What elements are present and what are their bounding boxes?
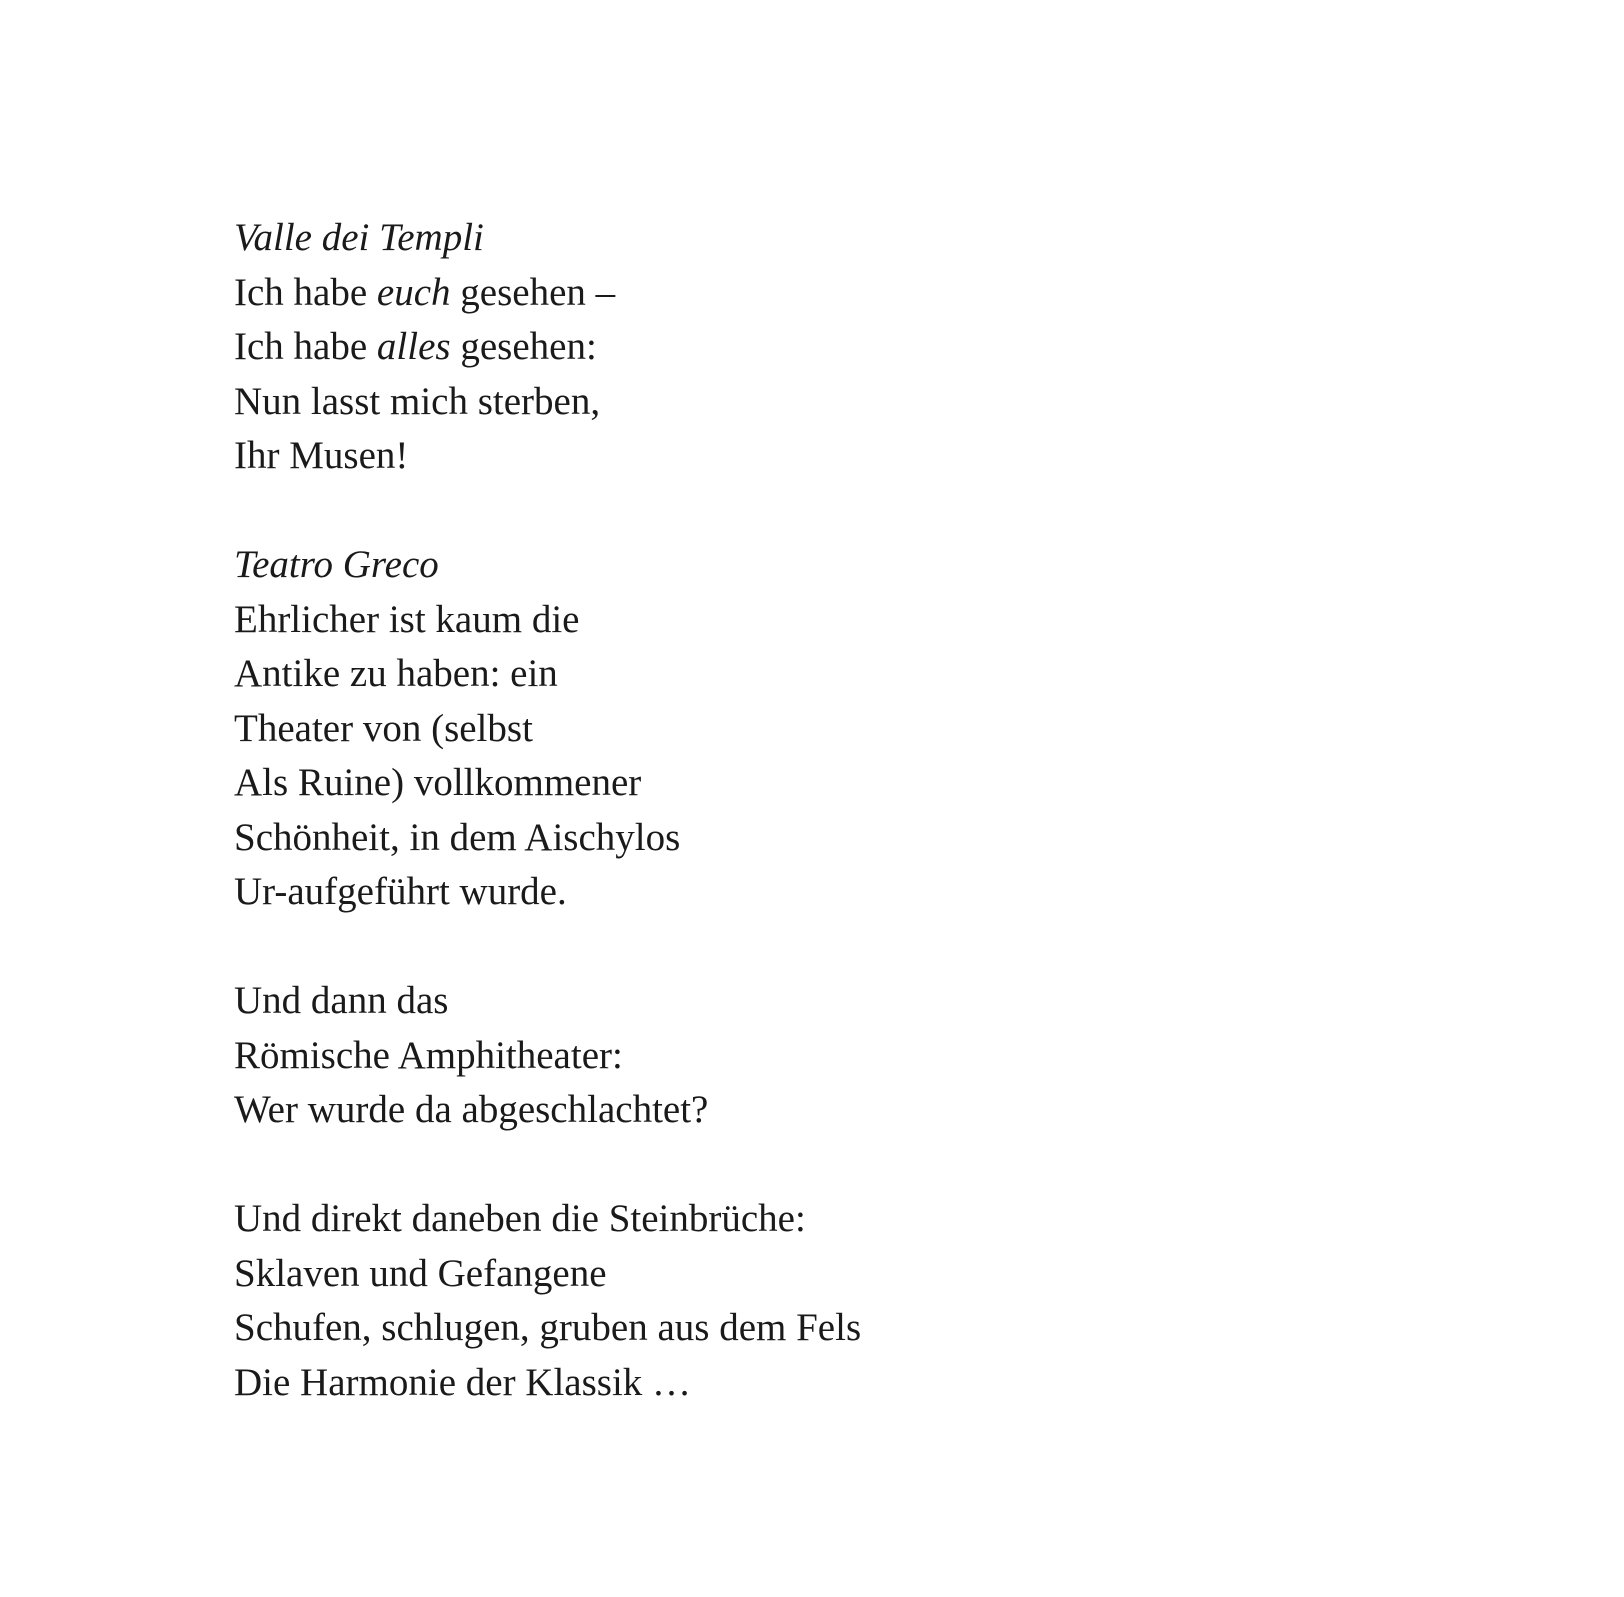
poem-line: Schufen, schlugen, gruben aus dem Fels: [234, 1306, 862, 1349]
poem-text: [234, 211, 861, 1410]
emphasis: euch: [376, 270, 451, 314]
stanza-gap: [234, 484, 861, 539]
poem-line: Ehrlicher ist kaum die: [234, 597, 580, 641]
poem-line: Antike zu haben: ein: [234, 652, 558, 695]
poem-line: Als Ruine) vollkommener: [234, 761, 642, 804]
poem-line: Und dann das: [234, 979, 449, 1022]
stanza-title: Teatro Greco: [234, 543, 439, 586]
stanza-gap: [234, 1138, 861, 1193]
poem-line: Ich habe alles gesehen:: [234, 325, 597, 368]
poem-line: Wer wurde da abgeschlachtet?: [234, 1088, 709, 1131]
poem-line: Und direkt daneben die Steinbrüche:: [234, 1197, 806, 1240]
poem-line: Römische Amphitheater:: [234, 1033, 623, 1077]
poem-line: Sklaven und Gefangene: [234, 1251, 607, 1295]
stanza-title: Valle dei Templi: [234, 216, 484, 259]
poem-line: Theater von (selbst: [234, 706, 533, 750]
poem-line: Schönheit, in dem Aischylos: [234, 815, 681, 859]
poem-line: Die Harmonie der Klassik …: [234, 1360, 692, 1404]
poem-line: Ur-aufgeführt wurde.: [234, 870, 567, 913]
stanza-gap: [234, 920, 861, 975]
poem-line: Ihr Musen!: [234, 434, 409, 477]
emphasis: alles: [376, 325, 451, 368]
poem-line: Nun lasst mich sterben,: [234, 379, 601, 423]
poem-line: Ich habe euch gesehen –: [234, 270, 616, 314]
